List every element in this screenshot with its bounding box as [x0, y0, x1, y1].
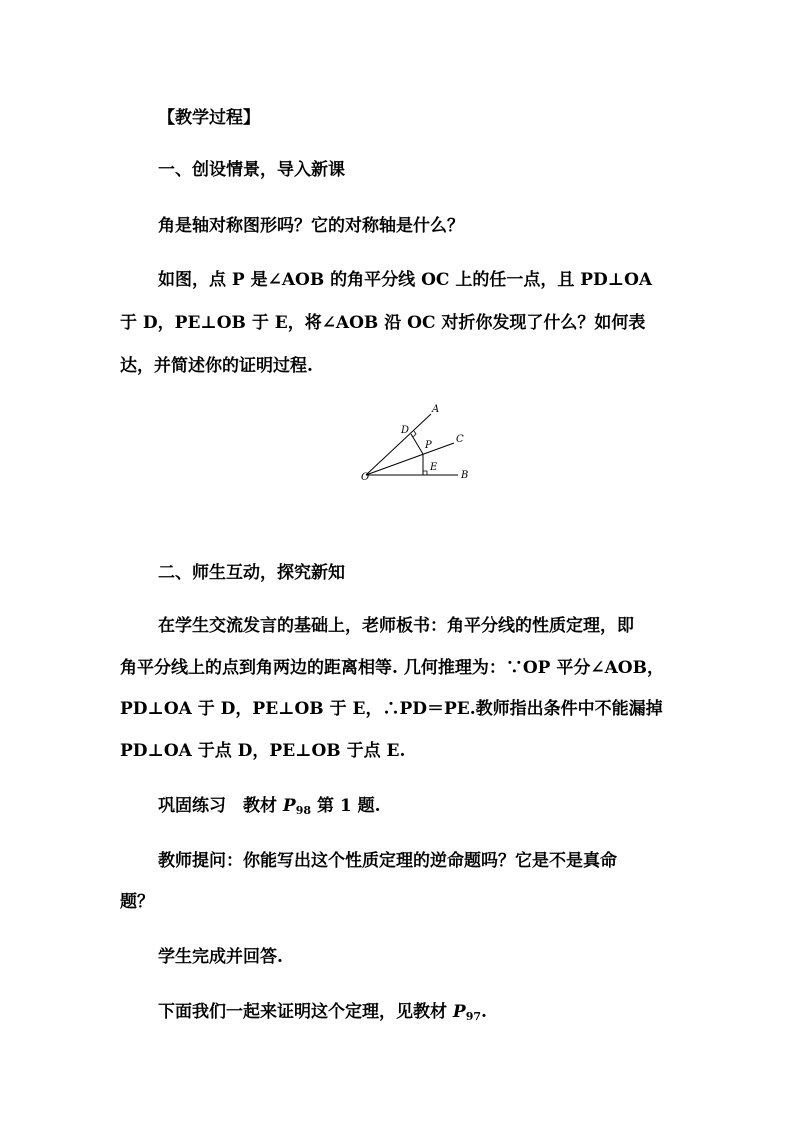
label-c: C: [456, 434, 464, 445]
ray-oa: [366, 414, 431, 475]
ray-oc: [366, 443, 454, 475]
paragraph-1-line-1: 如图，点 P 是∠AOB 的角平分线 OC 上的任一点，且 PD⊥OA: [158, 270, 653, 290]
paragraph-4: 学生完成并回答.: [158, 947, 283, 967]
question-axis-symmetry: 角是轴对称图形吗？它的对称轴是什么？: [158, 216, 464, 236]
practice-line: 巩固练习 教材 $P_{98}$ 第 1 题.: [158, 796, 381, 817]
label-d: D: [401, 425, 410, 436]
right-angle-mark-e: [423, 471, 427, 475]
angle-bisector-figure: [356, 398, 476, 488]
paragraph-3-line-1: 教师提问：你能写出这个性质定理的逆命题吗？它是不是真命: [158, 851, 617, 871]
paragraph-1-line-3: 达，并简述你的证明过程.: [120, 356, 313, 376]
label-p: P: [425, 440, 432, 451]
right-angle-mark-d: [413, 431, 416, 437]
label-e: E: [430, 462, 438, 473]
segment-pd: [411, 434, 423, 454]
paragraph-2-line-1: 在学生交流发言的基础上，老师板书：角平分线的性质定理，即: [158, 616, 634, 636]
paragraph-2-line-2: 角平分线上的点到角两边的距离相等. 几何推理为：∵OP 平分∠AOB，: [120, 658, 664, 678]
section-header: 【教学过程】: [158, 108, 260, 128]
paragraph-2-line-4: PD⊥OA 于点 D，PE⊥OB 于点 E.: [120, 741, 406, 761]
paragraph-2-line-3: PD⊥OA 于 D，PE⊥OB 于 E，∴PD＝PE.教师指出条件中不能漏掉: [120, 699, 663, 719]
label-o: O: [361, 472, 370, 483]
section-2-title: 二、师生互动，探究新知: [158, 563, 345, 583]
label-a: A: [432, 404, 440, 415]
section-1-title: 一、创设情景，导入新课: [158, 160, 345, 180]
paragraph-1-line-2: 于 D，PE⊥OB 于 E，将∠AOB 沿 OC 对折你发现了什么？如何表: [120, 313, 646, 333]
paragraph-5: 下面我们一起来证明这个定理，见教材 $P_{97}$.: [158, 1002, 487, 1023]
paragraph-3-line-2: 题？: [120, 892, 154, 912]
label-b: B: [461, 470, 469, 481]
